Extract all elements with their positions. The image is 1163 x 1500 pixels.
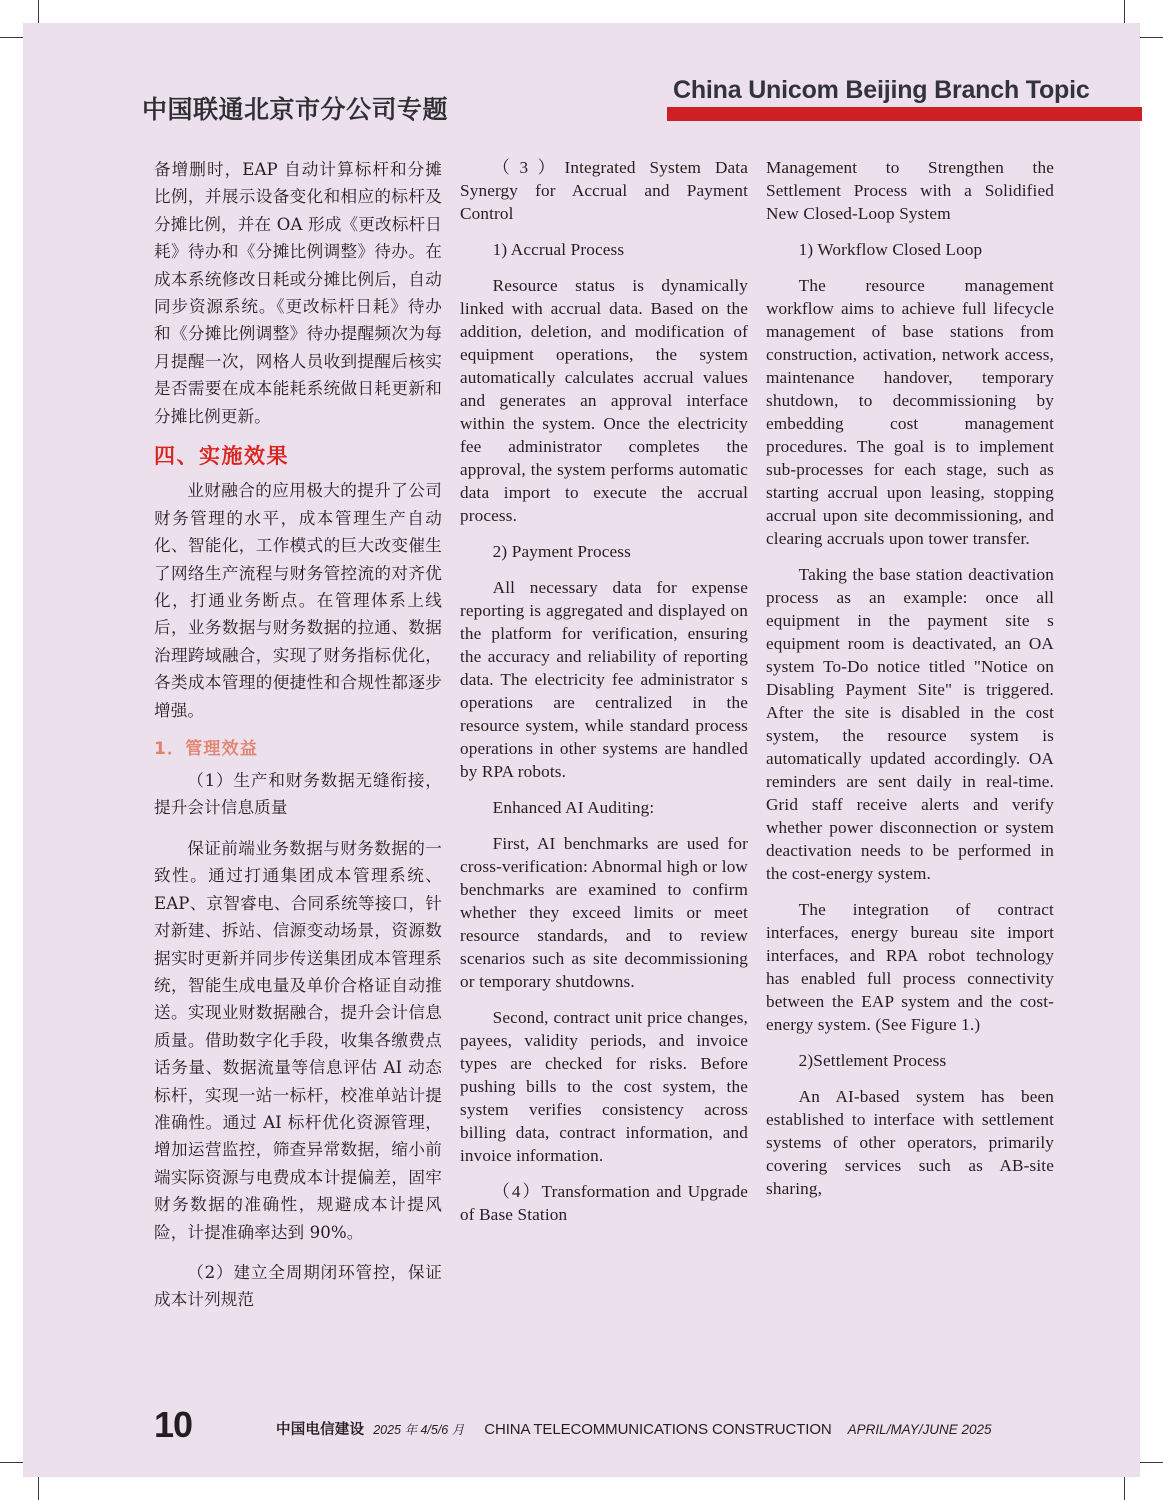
paragraph-en-ai-first: First, AI benchmarks are used for cross-verification: Abnormal high or low benchmarks are examined to confirm whether they exceed limits or meet resource standards, and to review scenarios such as site decommissioning or temporary shutdowns.: [460, 834, 748, 991]
column-right: [766, 156, 1054, 1378]
column-middle: [460, 156, 748, 1378]
heading-management-benefits: 1．管理效益: [154, 738, 259, 759]
paragraph-cn-item-1-title: （1）生产和财务数据无缝衔接，提升会计信息质量: [154, 771, 442, 818]
page-number: 10: [154, 1404, 193, 1445]
header-title-english: China Unicom Beijing Branch Topic: [673, 76, 1090, 104]
subheading-settlement-process: 2)Settlement Process: [798, 1051, 947, 1070]
paragraph-spacer: [460, 265, 748, 274]
paragraph-spacer: [766, 265, 1054, 274]
subheading-enhanced-ai-auditing: Enhanced AI Auditing:: [492, 798, 655, 817]
subheading-accrual-process: 1) Accrual Process: [492, 240, 625, 259]
heading-en-integrated-system: （3）Integrated System Data Synergy for Accrual and Payment Control: [460, 158, 748, 223]
paragraph-spacer: [154, 826, 442, 835]
paragraph-en-settlement-system: An AI-based system has been established to interface with settlement systems of other operators, primarily covering services such as AB-site sharing,: [766, 1087, 1054, 1198]
paragraph-spacer: [460, 997, 748, 1006]
paragraph-spacer: [766, 1076, 1054, 1085]
paragraph-cn-continued: 备增删时，EAP 自动计算标杆和分摊比例，并展示设备变化和相应的标杆及分摊比例，并在 OA 形成《更改标杆日耗》待办和《分摊比例调整》待办。在成本系统修改日耗或分摊比例后，自动同步资源系统。《更改标杆日耗》待办和《分摊比例调整》待办提醒频次为每月提醒一次，网格人员收到提醒后核实是否需要在成本能耗系统做日耗更新和分摊比例更新。: [154, 160, 442, 426]
footer-journal-name-english: CHINA TELECOMMUNICATIONS CONSTRUCTION: [484, 1421, 832, 1438]
page-footer: [154, 1401, 1054, 1443]
paragraph-spacer: [154, 1250, 442, 1259]
paragraph-spacer: [766, 889, 1054, 898]
paragraph-spacer: [766, 1040, 1054, 1049]
paragraph-en-accrual-process: Resource status is dynamically linked with accrual data. Based on the addition, deletion, and modification of equipment operations, the system automatically calculates accrual values and generates an approval interface within the system. Once the electricity fee administrator completes the approval, the system performs automatic data import to execute the accrual process.: [460, 276, 748, 525]
header-red-rule: [667, 107, 1142, 121]
footer-issue-chinese: 2025 年 4/5/6 月: [373, 1423, 465, 1437]
paragraph-en-contract-integration: The integration of contract interfaces, energy bureau site import interfaces, and RPA robot technology has enabled full process connectivity between the EAP system and the cost-energy system. (See Figure 1.): [766, 900, 1054, 1034]
paragraph-cn-effects-overview: 业财融合的应用极大的提升了公司财务管理的水平，成本管理生产自动化、智能化，工作模式的巨大改变催生了网络生产流程与财务管控流的对齐优化，打通业务断点。在管理体系上线后，业务数据与财务数据的拉通、数据治理跨域融合，实现了财务指标优化，各类成本管理的便捷性和合规性都逐步增强。: [154, 481, 442, 720]
column-left: [154, 156, 442, 1378]
paragraph-cn-item-1-body: 保证前端业务数据与财务数据的一致性。通过打通集团成本管理系统、EAP、京智睿电、合同系统等接口，针对新建、拆站、信源变动场景，资源数据实时更新并同步传送集团成本管理系统，智能生成电量及单价合格证自动推送。实现业财数据融合，提升会计信息质量。借助数字化手段，收集各缴费点话务量、数据流量等信息评估 AI 动态标杆，实现一站一标杆，校准单站计提准确性。通过 AI 标杆优化资源管理，增加运营监控，筛查异常数据，缩小前端实际资源与电费成本计提偏差，固牢财务数据的准确性，规避成本计提风险，计提准确率达到 90%。: [154, 838, 442, 1242]
header-title-chinese: 中国联通北京市分公司专题: [142, 95, 449, 124]
subheading-payment-process: 2) Payment Process: [492, 542, 631, 561]
footer-journal-name-chinese: 中国电信建设: [276, 1422, 365, 1438]
paragraph-en-payment-process: All necessary data for expense reporting is aggregated and displayed on the platform for verification, ensuring the accuracy and reliability of reporting data. The electricity fee administrator s operations are centralized in the resource system, while standard process operations in other systems are handled by RPA robots.: [460, 578, 748, 781]
paragraph-spacer: [460, 567, 748, 576]
paragraph-en-deactivation-example: Taking the base station deactivation process as an example: once all equipment in the payment site s equipment room is deactivated, an OA system To-Do notice titled "Notice on Disabling Payment Site" is triggered. After the site is disabled in the cost system, the resource system is automatically updated accordingly. OA reminders are sent daily in real-time. Grid staff receive alerts and verify whether power disconnection or system deactivation needs to be performed in the cost-energy system.: [766, 565, 1054, 883]
paragraph-spacer: [460, 787, 748, 796]
paragraph-spacer: [460, 823, 748, 832]
paragraph-spacer: [460, 1171, 748, 1180]
subheading-workflow-closed-loop: 1) Workflow Closed Loop: [798, 240, 983, 259]
paragraph-en-ai-second: Second, contract unit price changes, payees, validity periods, and invoice types are checked for risks. Before pushing bills to the cost system, the system verifies consistency across billing data, contract information, and invoice information.: [460, 1008, 748, 1165]
header-title-english-group: [667, 78, 1142, 121]
paragraph-spacer: [766, 229, 1054, 238]
page-sheet: [23, 23, 1140, 1477]
paragraph-en-workflow-lifecycle: The resource management workflow aims to achieve full lifecycle management of base stations from construction, activation, network access, maintenance handover, temporary shutdown, to decommissioning by embedding cost management procedures. The goal is to implement sub-processes for each stage, such as starting accrual upon leasing, stopping accrual upon site decommissioning, and clearing accruals upon tower transfer.: [766, 276, 1054, 548]
page-header: [142, 78, 1143, 140]
article-columns: [154, 156, 1054, 1378]
paragraph-cn-item-2-title: （2）建立全周期闭环管控，保证成本计列规范: [154, 1262, 442, 1310]
footer-issue-english: APRIL/MAY/JUNE 2025: [847, 1422, 992, 1437]
heading-section-four: 四、实施效果: [154, 444, 289, 469]
paragraph-spacer: [460, 229, 748, 238]
heading-en-transformation-upgrade: （4）Transformation and Upgrade of Base Station: [460, 1182, 748, 1224]
paragraph-spacer: [460, 531, 748, 540]
paragraph-spacer: [766, 554, 1054, 563]
heading-en-transformation-continued: Management to Strengthen the Settlement Process with a Solidified New Closed-Loop System: [766, 158, 1054, 223]
